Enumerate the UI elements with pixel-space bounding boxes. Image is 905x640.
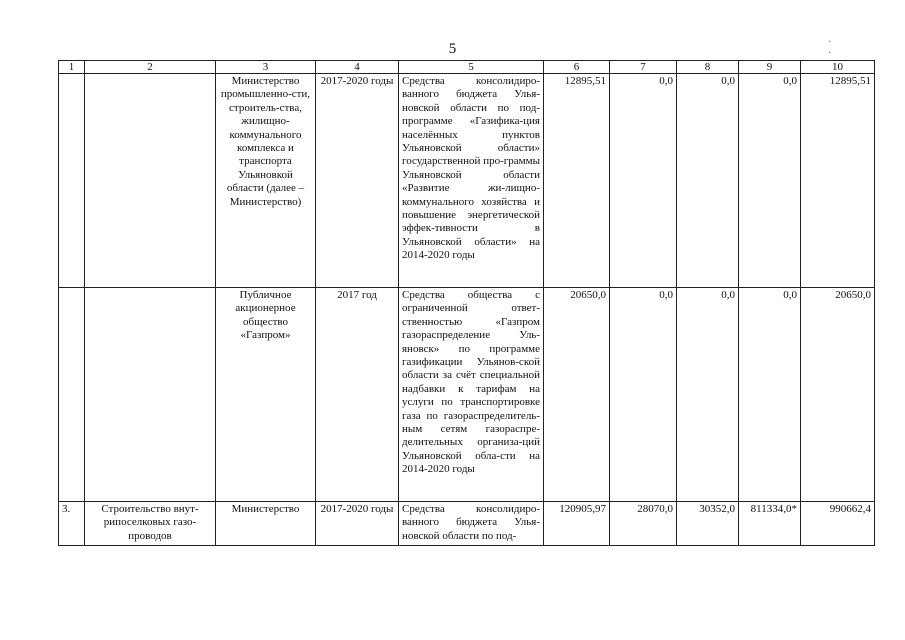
column-number-header-row xyxy=(59,61,875,74)
column-number-1: 1 xyxy=(59,61,85,74)
value-cell-col10: 990662,4 xyxy=(801,502,875,546)
executor-cell: Министерство промышленно-сти, строитель-ства, жилищно-коммунального комплекса и транспорта Ульяновкой области (далее – Министерство) xyxy=(216,74,316,288)
row-number-cell xyxy=(59,288,85,502)
program-table xyxy=(58,60,875,546)
value-cell-col9: 0,0 xyxy=(739,288,801,502)
value-cell-col7: 28070,0 xyxy=(610,502,677,546)
period-cell: 2017-2020 годы xyxy=(316,74,399,288)
column-number-9: 9 xyxy=(739,61,801,74)
value-cell-col7: 0,0 xyxy=(610,74,677,288)
value-cell-col8: 0,0 xyxy=(677,74,739,288)
value-cell-col6: 12895,51 xyxy=(544,74,610,288)
activity-name-cell xyxy=(85,74,216,288)
period-cell: 2017 год xyxy=(316,288,399,502)
executor-cell: Публичное акционерное общество «Газпром» xyxy=(216,288,316,502)
activity-name-cell xyxy=(85,288,216,502)
scan-specks: · · xyxy=(828,37,862,59)
value-cell-col6: 20650,0 xyxy=(544,288,610,502)
value-cell-col8: 30352,0 xyxy=(677,502,739,546)
row-number-cell xyxy=(59,74,85,288)
period-cell: 2017-2020 годы xyxy=(316,502,399,546)
value-cell-col7: 0,0 xyxy=(610,288,677,502)
row-number-cell: 3. xyxy=(59,502,85,546)
value-cell-col6: 120905,97 xyxy=(544,502,610,546)
value-cell-col9: 0,0 xyxy=(739,74,801,288)
column-number-6: 6 xyxy=(544,61,610,74)
table-row xyxy=(59,288,875,502)
column-number-7: 7 xyxy=(610,61,677,74)
executor-cell: Министерство xyxy=(216,502,316,546)
funding-source-cell: Средства консолидиро-ванного бюджета Улья-новской области по под- xyxy=(399,502,544,546)
column-number-10: 10 xyxy=(801,61,875,74)
value-cell-col10: 12895,51 xyxy=(801,74,875,288)
column-number-4: 4 xyxy=(316,61,399,74)
column-number-8: 8 xyxy=(677,61,739,74)
column-number-5: 5 xyxy=(399,61,544,74)
funding-source-cell: Средства консолидиро-ванного бюджета Улья-новской области по под-программе «Газифика-ция населённых пунктов Ульяновской области» государственной про-граммы Ульяновской области «Развитие жи-лищно-коммунального хозяйства и повышение энергетической эффек-тивности в Ульяновской области» на 2014-2020 годы xyxy=(399,74,544,288)
value-cell-col9: 811334,0* xyxy=(739,502,801,546)
page-number: 5 xyxy=(448,41,457,57)
value-cell-col8: 0,0 xyxy=(677,288,739,502)
column-number-2: 2 xyxy=(85,61,216,74)
value-cell-col10: 20650,0 xyxy=(801,288,875,502)
column-number-3: 3 xyxy=(216,61,316,74)
table-row xyxy=(59,502,875,546)
table-row xyxy=(59,74,875,288)
funding-source-cell: Средства общества с ограниченной ответ-ственностью «Газпром газораспределение Уль-яновск» по программе газификации Ульянов-ской области за счёт специальной надбавки к тарифам на услуги по транспортировке газа по газораспределитель-ным сетям газораспре-делительных организа-ций Ульяновской обла-сти на 2014-2020 годы xyxy=(399,288,544,502)
activity-name-cell: Строительство внут-рипоселковых газо-проводов xyxy=(85,502,216,546)
